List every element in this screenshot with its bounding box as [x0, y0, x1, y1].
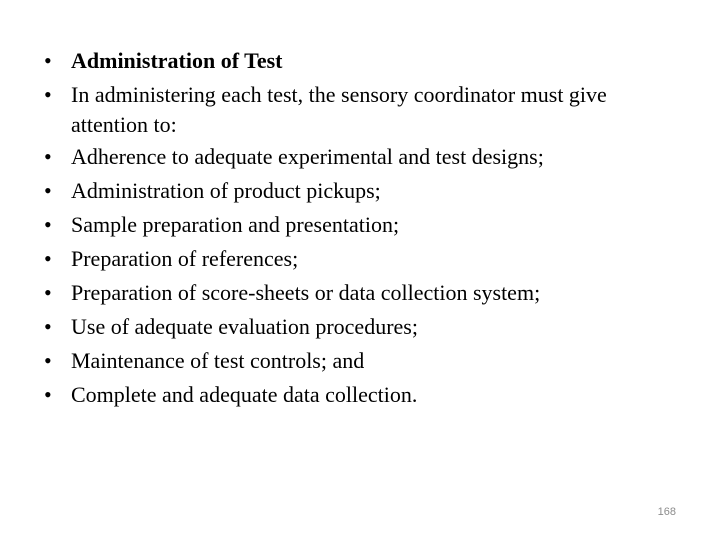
- list-item-text: Complete and adequate data collection.: [71, 382, 418, 407]
- bullet-list: [44, 44, 684, 412]
- list-item: [44, 378, 684, 412]
- list-item-text: In administering each test, the sensory coordinator must give attention to:: [71, 82, 607, 137]
- list-item-text: Use of adequate evaluation procedures;: [71, 314, 418, 339]
- list-item-text: Administration of Test: [71, 48, 283, 73]
- bullet-icon: •: [44, 382, 52, 407]
- list-item-text: Adherence to adequate experimental and test designs;: [71, 144, 544, 169]
- list-item: [44, 242, 684, 276]
- list-item: [44, 140, 684, 174]
- list-item-text: Preparation of score-sheets or data collection system;: [71, 280, 541, 305]
- list-item-text: Administration of product pickups;: [71, 178, 381, 203]
- list-item: [44, 208, 684, 242]
- list-item: [44, 276, 684, 310]
- list-item-text: Maintenance of test controls; and: [71, 348, 365, 373]
- list-item: [44, 174, 684, 208]
- list-item: [44, 78, 684, 140]
- bullet-icon: •: [44, 280, 52, 305]
- list-item-text: Preparation of references;: [71, 246, 299, 271]
- list-item: [44, 310, 684, 344]
- bullet-icon: •: [44, 314, 52, 339]
- list-item-text: Sample preparation and presentation;: [71, 212, 400, 237]
- bullet-icon: •: [44, 48, 52, 73]
- bullet-icon: •: [44, 212, 52, 237]
- bullet-icon: •: [44, 348, 52, 373]
- bullet-icon: •: [44, 246, 52, 271]
- bullet-icon: •: [44, 144, 52, 169]
- page-number: 168: [657, 506, 676, 518]
- list-item: [44, 344, 684, 378]
- list-item-heading: [44, 44, 684, 78]
- bullet-icon: •: [44, 82, 52, 107]
- bullet-icon: •: [44, 178, 52, 203]
